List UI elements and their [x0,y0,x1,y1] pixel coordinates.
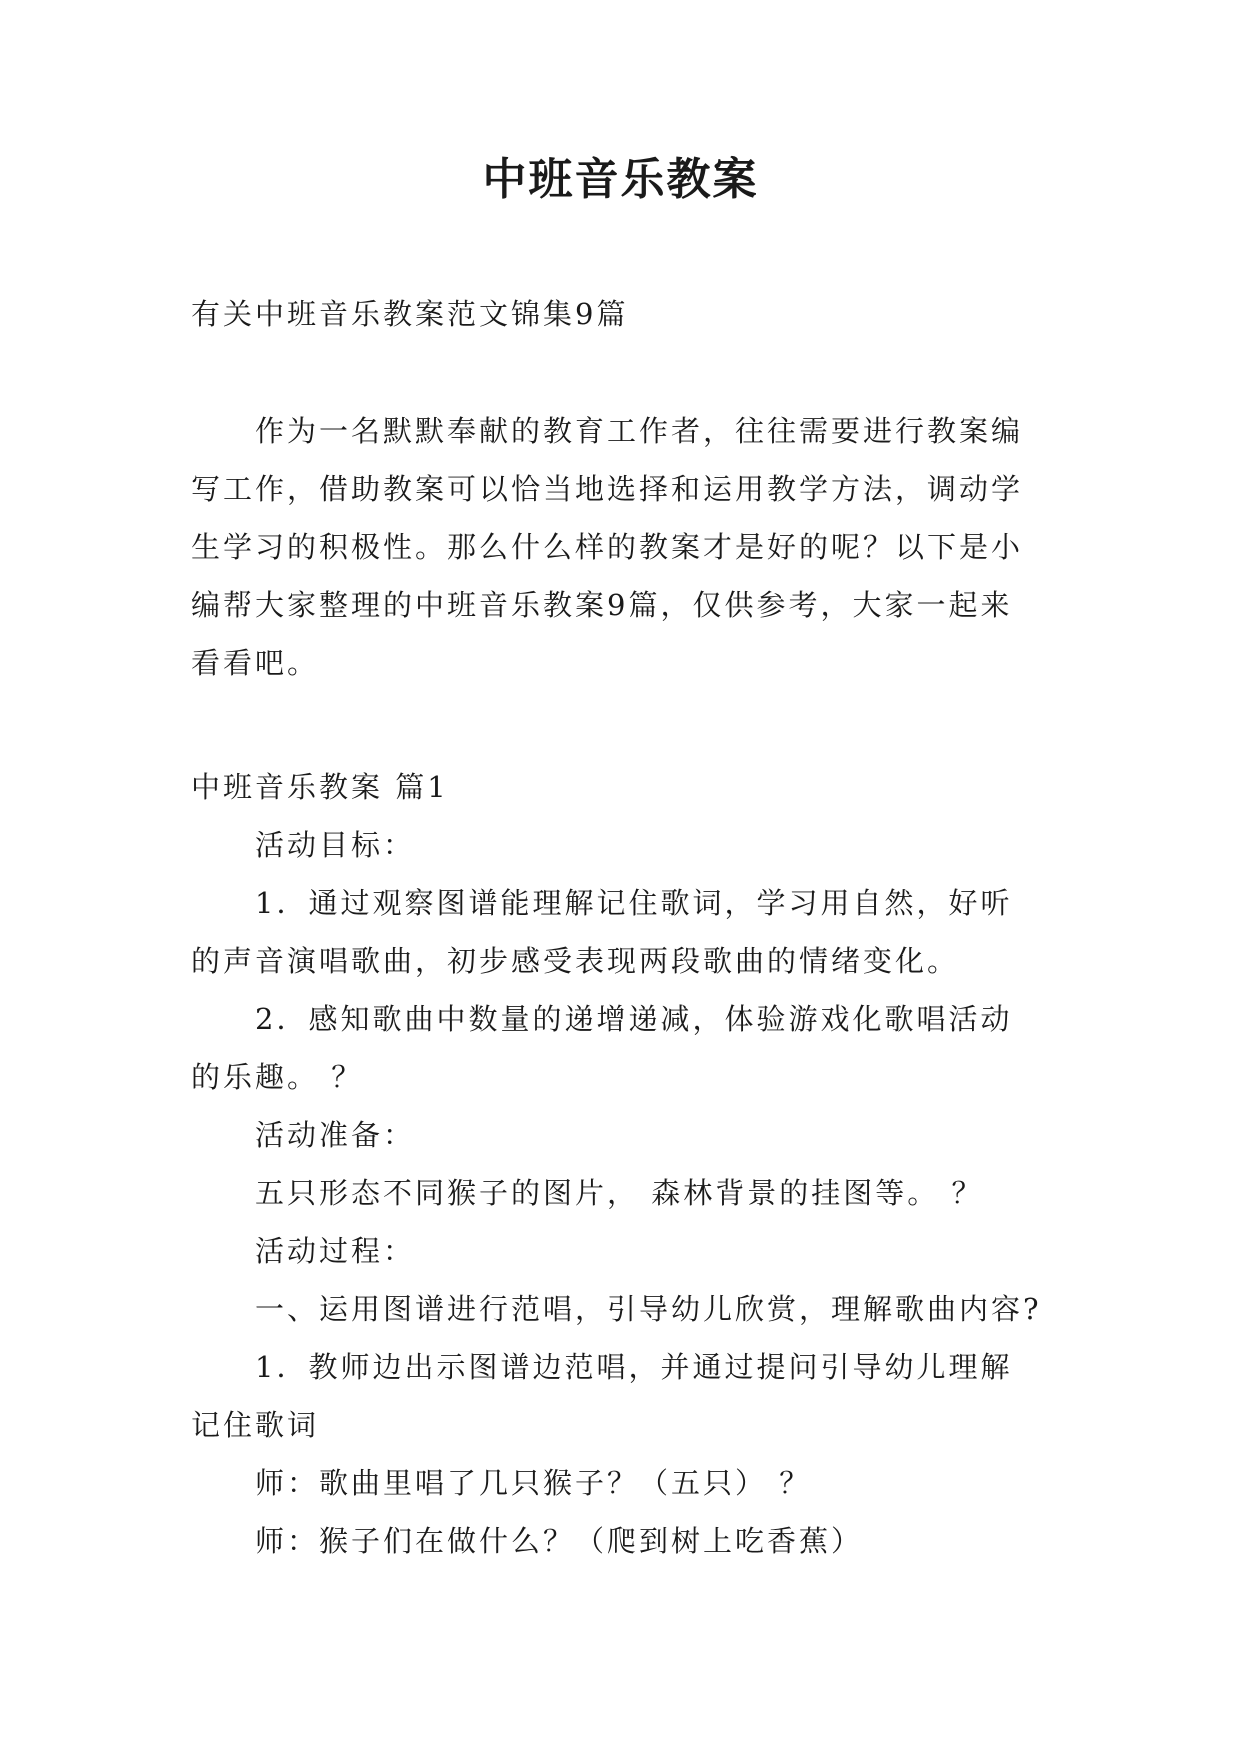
section-line: 的声音演唱歌曲，初步感受表现两段歌曲的情绪变化。 [191,944,960,978]
document-title: 中班音乐教案 [482,154,759,205]
intro-line: 编帮大家整理的中班音乐教案9篇，仅供参考，大家一起来 [191,588,1013,622]
section-line: 活动准备： [255,1118,416,1152]
section-line: 1．教师边出示图谱边范唱，并通过提问引导幼儿理解 [255,1350,1013,1384]
document-subtitle: 有关中班音乐教案范文锦集9篇 [191,297,629,331]
section-line: 活动目标： [255,828,416,862]
section-line: 师：歌曲里唱了几只猴子？（五只） ？ [255,1466,812,1500]
section-line: 记住歌词 [191,1408,320,1442]
intro-line: 写工作，借助教案可以恰当地选择和运用教学方法，调动学 [191,472,1024,506]
section-line: 的乐趣。 ？ [191,1060,364,1094]
section-line: 一、运用图谱进行范唱，引导幼儿欣赏，理解歌曲内容? [255,1292,1042,1326]
section-line: 五只形态不同猴子的图片， 森林背景的挂图等。 ？ [255,1176,984,1210]
intro-paragraph [191,402,1049,692]
intro-line: 作为一名默默奉献的教育工作者，往往需要进行教案编 [255,414,1024,448]
section-heading: 中班音乐教案 篇1 [191,770,449,804]
intro-line: 生学习的积极性。那么什么样的教案才是好的呢？以下是小 [191,530,1024,564]
section-line: 1．通过观察图谱能理解记住歌词，学习用自然，好听 [255,886,1013,920]
lesson-section [191,758,1049,1570]
section-line: 2．感知歌曲中数量的递增递减，体验游戏化歌唱活动 [255,1002,1013,1036]
intro-line: 看看吧。 [191,646,320,680]
section-line: 师：猴子们在做什么？（爬到树上吃香蕉） [255,1524,864,1558]
section-line: 活动过程： [255,1234,416,1268]
